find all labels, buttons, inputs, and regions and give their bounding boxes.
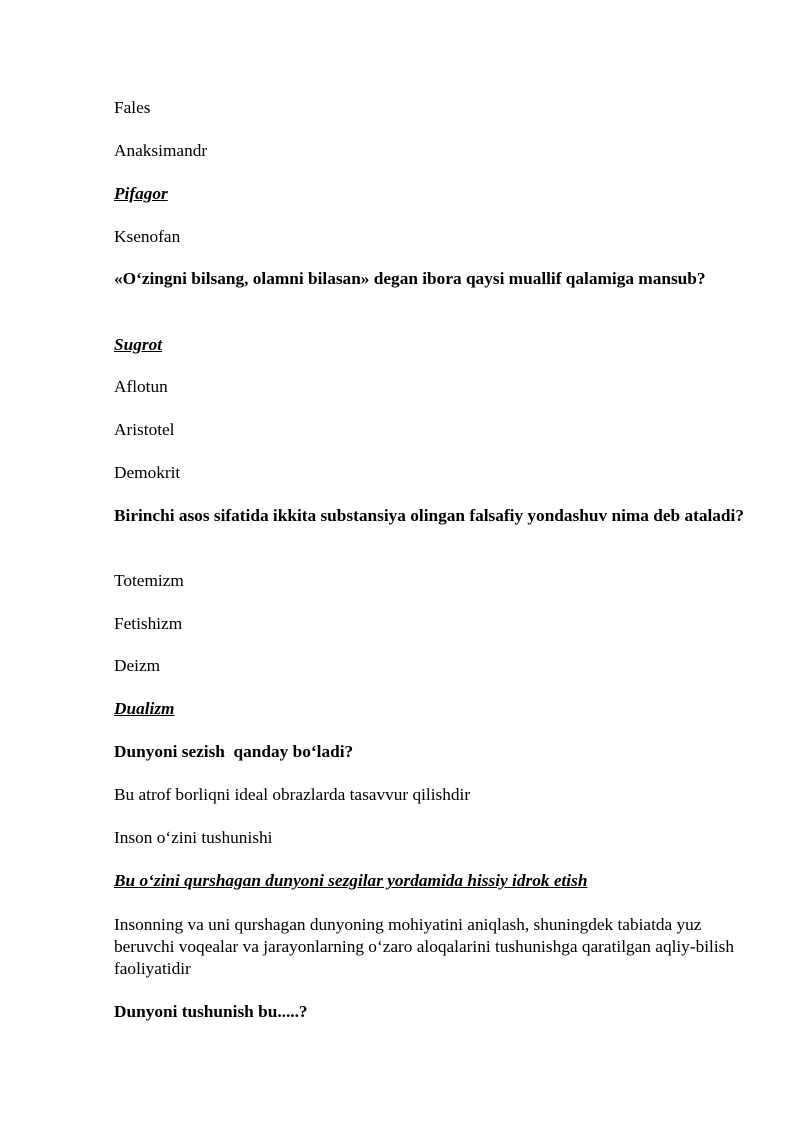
correct-answer-sugrot: Sugrot — [114, 335, 163, 354]
answer-option-fetishizm: Fetishizm — [114, 614, 183, 633]
question-dunyoni-sezish: Dunyoni sezish qanday bo‘ladi? — [114, 742, 354, 761]
answer-option-ideal-obrazlar: Bu atrof borliqni ideal obrazlarda tasavvur qilishdir — [114, 785, 471, 804]
correct-answer-hissiy-idrok: Bu o‘zini qurshagan dunyoni sezgilar yordamida hissiy idrok etish — [114, 871, 588, 890]
answer-option-demokrit: Demokrit — [114, 463, 181, 482]
answer-option-inson-ozini: Inson o‘zini tushunishi — [114, 828, 273, 847]
answer-option-aflotun: Aflotun — [114, 377, 168, 396]
answer-option-ksenofan: Ksenofan — [114, 227, 181, 246]
answer-option-aqliy-bilish: Insonning va uni qurshagan dunyoning mohiyatini aniqlash, shuningdek tabiatda yuz beruvchi voqealar va jarayonlarning o‘zaro aloqalarini tushunishga qaratilgan aqliy-bilish faoliyatidir — [114, 915, 734, 978]
correct-answer-pifagor: Pifagor — [114, 184, 168, 203]
answer-option-anaksimandr: Anaksimandr — [114, 141, 208, 160]
question-ozingni-bilsang: «O‘zingni bilsang, olamni bilasan» degan ibora qaysi muallif qalamiga mansub? — [114, 269, 706, 288]
answer-option-aristotel: Aristotel — [114, 420, 175, 439]
answer-option-deizm: Deizm — [114, 656, 161, 675]
question-dunyoni-tushunish: Dunyoni tushunish bu.....? — [114, 1002, 308, 1021]
question-ikkita-substansiya: Birinchi asos sifatida ikkita substansiya olingan falsafiy yondashuv nima deb ataladi? — [114, 506, 744, 525]
answer-option-fales: Fales — [114, 98, 151, 117]
answer-option-totemizm: Totemizm — [114, 571, 184, 590]
correct-answer-dualizm: Dualizm — [114, 699, 175, 718]
